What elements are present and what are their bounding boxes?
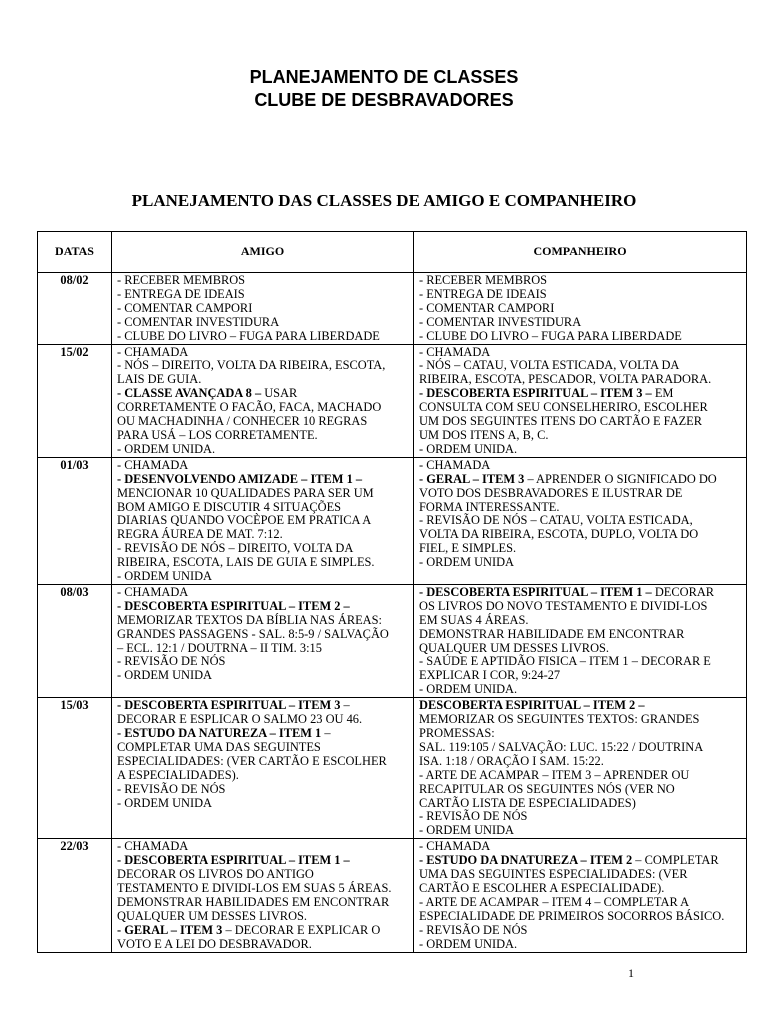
amigo-cell (112, 839, 414, 952)
amigo-line (117, 642, 408, 656)
table-row (38, 344, 747, 457)
amigo-line-text: DEMONSTRAR HABILIDADES EM ENCONTRAR (117, 894, 390, 909)
companheiro-line (419, 401, 741, 415)
companheiro-line-bold: - DESCOBERTA ESPIRITUAL – ITEM 1 – (419, 584, 652, 599)
amigo-line-bold: - ESTUDO DA NATUREZA – ITEM 1 (117, 726, 322, 740)
amigo-line (117, 429, 408, 443)
table-header-row (38, 232, 747, 273)
amigo-line-text: - REVISÃO DE NÓS – DIREITO, VOLTA DA (117, 541, 354, 556)
companheiro-line-text: - REVISÃO DE NÓS (419, 922, 528, 937)
amigo-line-text: – DECORAR E EXPLICAR O (222, 922, 381, 937)
companheiro-line (419, 699, 741, 713)
date-cell: 01/03 (38, 457, 112, 584)
amigo-line-text: LAIS DE GUIA. (117, 372, 202, 387)
amigo-line-text: DIARIAS QUANDO VOCÈPOE EM PRATICA A (117, 513, 372, 528)
amigo-line-text: RIBEIRA, ESCOTA, LAIS DE GUIA E SIMPLES. (117, 555, 375, 570)
companheiro-line-text: - ENTREGA DE IDEAIS (419, 286, 547, 301)
amigo-line-text: DECORAR OS LIVROS DO ANTIGO (117, 867, 314, 882)
amigo-line (117, 797, 408, 811)
amigo-line (117, 924, 408, 938)
amigo-line-bold: - DESCOBERTA ESPIRITUAL – ITEM 1 – (117, 853, 350, 868)
amigo-line-text: ESPECIALIDADES: (VER CARTÃO E ESCOLHER (117, 753, 387, 768)
amigo-line (117, 570, 408, 584)
companheiro-line-text: RECAPITULAR OS SEGUINTES NÓS (VER NO (419, 781, 675, 796)
amigo-cell (112, 584, 414, 697)
column-header-companheiro: COMPANHEIRO (414, 232, 747, 273)
companheiro-line-text: EM SUAS 4 ÁREAS. (419, 612, 529, 627)
date-cell: 15/02 (38, 344, 112, 457)
amigo-line (117, 302, 408, 316)
amigo-line (117, 556, 408, 570)
companheiro-line (419, 882, 741, 896)
companheiro-line (419, 824, 741, 838)
page-number: 1 (628, 966, 634, 980)
amigo-line (117, 487, 408, 501)
companheiro-line-text: CARTÃO E ESCOLHER A ESPECIALIDADE). (419, 880, 665, 895)
amigo-line (117, 938, 408, 952)
companheiro-line-text: PROMESSAS: (419, 726, 495, 740)
companheiro-line (419, 727, 741, 741)
amigo-line (117, 600, 408, 614)
amigo-line (117, 655, 408, 669)
amigo-line-bold: - GERAL – ITEM 3 (117, 922, 223, 937)
date-cell: 15/03 (38, 698, 112, 839)
amigo-line-text: – (321, 726, 331, 740)
amigo-line (117, 387, 408, 401)
amigo-line (117, 727, 408, 741)
companheiro-line-text: UM DOS ITENS A, B, C. (419, 427, 549, 442)
document-title-line-1: PLANEJAMENTO DE CLASSES (249, 67, 519, 87)
companheiro-line-text: - ORDEM UNIDA. (419, 441, 518, 456)
companheiro-line (419, 501, 741, 515)
companheiro-line-text: - CLUBE DO LIVRO – FUGA PARA LIBERDADE (419, 328, 682, 343)
companheiro-line (419, 487, 741, 501)
companheiro-line-text: CONSULTA COM SEU CONSELHERIRO, ESCOLHER (419, 400, 708, 415)
table-row (38, 698, 747, 839)
companheiro-line (419, 302, 741, 316)
companheiro-line-text: CARTÃO LISTA DE ESPECIALIDADES) (419, 795, 636, 810)
amigo-line (117, 401, 408, 415)
companheiro-line-text: - RECEBER MEMBROS (419, 273, 548, 287)
amigo-line-text: - COMENTAR INVESTIDURA (117, 314, 280, 329)
amigo-line-text: - REVISÃO DE NÓS (117, 781, 226, 796)
amigo-line-bold: - DESCOBERTA ESPIRITUAL – ITEM 2 – (117, 598, 350, 613)
amigo-line (117, 274, 408, 288)
amigo-line-text: - CHAMADA (117, 457, 189, 472)
amigo-line-bold: - DESCOBERTA ESPIRITUAL – ITEM 3 (117, 698, 341, 713)
companheiro-line-text: - CHAMADA (419, 457, 491, 472)
class-planning-table (37, 231, 747, 953)
amigo-line-text: - RECEBER MEMBROS (117, 273, 246, 287)
amigo-line-text: - REVISÃO DE NÓS (117, 654, 226, 669)
amigo-line-text: DECORAR E ESPLICAR O SALMO 23 OU 46. (117, 712, 363, 727)
amigo-line (117, 896, 408, 910)
amigo-line-text: - COMENTAR CAMPORI (117, 300, 253, 315)
amigo-line-text: – ECL. 12:1 / DOUTRNA – II TIM. 3:15 (117, 640, 322, 655)
companheiro-line-text: OS LIVROS DO NOVO TESTAMENTO E DIVIDI-LOS (419, 598, 708, 613)
amigo-line-text: - CHAMADA (117, 839, 189, 854)
companheiro-line-text: - COMENTAR INVESTIDURA (419, 314, 582, 329)
companheiro-line (419, 924, 741, 938)
companheiro-line-bold: - GERAL – ITEM 3 (419, 471, 525, 486)
amigo-line (117, 854, 408, 868)
companheiro-cell (414, 839, 747, 952)
amigo-line (117, 415, 408, 429)
amigo-line-text: GRANDES PASSAGENS - SAL. 8:5-9 / SALVAÇÃO (117, 626, 389, 641)
amigo-line-text: - ORDEM UNIDA (117, 569, 212, 584)
amigo-line-bold: - DESENVOLVENDO AMIZADE – ITEM 1 – (117, 471, 363, 486)
companheiro-line-text: – COMPLETAR (632, 853, 719, 868)
amigo-line-text: – (340, 698, 350, 713)
companheiro-line-text: - ORDEM UNIDA (419, 823, 514, 838)
amigo-line-text: - ORDEM UNIDA (117, 795, 212, 810)
companheiro-line (419, 600, 741, 614)
companheiro-line (419, 683, 741, 697)
amigo-line (117, 501, 408, 515)
companheiro-line-text: - ARTE DE ACAMPAR – ITEM 4 – COMPLETAR A (419, 894, 690, 909)
amigo-line-text: TESTAMENTO E DIVIDI-LOS EM SUAS 5 ÁREAS. (117, 880, 392, 895)
companheiro-line (419, 459, 741, 473)
companheiro-line (419, 669, 741, 683)
table-row (38, 273, 747, 345)
companheiro-line (419, 840, 741, 854)
companheiro-line (419, 346, 741, 360)
companheiro-line-text: - NÓS – CATAU, VOLTA ESTICADA, VOLTA DA (419, 358, 680, 373)
amigo-line-text: - CLUBE DO LIVRO – FUGA PARA LIBERDADE (117, 328, 380, 343)
amigo-line-text: COMPLETAR UMA DAS SEGUINTES (117, 739, 321, 754)
date-cell: 08/03 (38, 584, 112, 697)
table-row (38, 584, 747, 697)
amigo-cell (112, 344, 414, 457)
companheiro-line-bold: DESCOBERTA ESPIRITUAL – ITEM 2 – (419, 698, 645, 713)
companheiro-line (419, 614, 741, 628)
companheiro-line (419, 854, 741, 868)
companheiro-line (419, 528, 741, 542)
companheiro-line-text: UM DOS SEGUINTES ITENS DO CARTÃO E FAZER (419, 414, 702, 429)
amigo-line (117, 783, 408, 797)
companheiro-line-text: FIEL, E SIMPLES. (419, 541, 517, 556)
amigo-line-text: - CHAMADA (117, 344, 189, 359)
companheiro-line (419, 274, 741, 288)
companheiro-line-text: DECORAR (651, 584, 715, 599)
amigo-line-text: QUALQUER UM DESSES LIVROS. (117, 908, 308, 923)
companheiro-cell (414, 698, 747, 839)
amigo-line (117, 628, 408, 642)
amigo-line (117, 882, 408, 896)
companheiro-line-text: SAL. 119:105 / SALVAÇÃO: LUC. 15:22 / DOUTRINA (419, 739, 704, 754)
amigo-line-text: VOTO E A LEI DO DESBRAVADOR. (117, 936, 312, 951)
companheiro-line-text: - REVISÃO DE NÓS (419, 809, 528, 824)
companheiro-line-text: EM (651, 386, 674, 401)
companheiro-line-text: ISA. 1:18 / ORAÇÃO I SAM. 15:22. (419, 753, 604, 768)
companheiro-line (419, 896, 741, 910)
amigo-line-text: MENCIONAR 10 QUALIDADES PARA SER UM (117, 485, 374, 500)
amigo-line-text: REGRA ÁUREA DE MAT. 7:12. (117, 527, 283, 542)
companheiro-line (419, 556, 741, 570)
companheiro-line (419, 868, 741, 882)
companheiro-cell (414, 584, 747, 697)
amigo-line (117, 769, 408, 783)
amigo-line (117, 868, 408, 882)
companheiro-line (419, 810, 741, 824)
companheiro-line-text: FORMA INTERESSANTE. (419, 499, 560, 514)
companheiro-line-text: ESPECIALIDADE DE PRIMEIROS SOCORROS BÁSICO. (419, 908, 725, 923)
amigo-line (117, 699, 408, 713)
companheiro-line (419, 783, 741, 797)
companheiro-line (419, 741, 741, 755)
table-row (38, 457, 747, 584)
companheiro-line-text: - ORDEM UNIDA (419, 555, 514, 570)
amigo-line (117, 330, 408, 344)
amigo-line (117, 473, 408, 487)
companheiro-line-text: – APRENDER O SIGNIFICADO DO (524, 471, 717, 486)
companheiro-line (419, 797, 741, 811)
amigo-line-text: MEMORIZAR TEXTOS DA BÍBLIA NAS ÁREAS: (117, 612, 382, 627)
companheiro-line (419, 316, 741, 330)
amigo-cell (112, 457, 414, 584)
amigo-line-text: - ORDEM UNIDA. (117, 441, 216, 456)
amigo-line-text: CORRETAMENTE O FACÃO, FACA, MACHADO (117, 400, 382, 415)
amigo-line (117, 359, 408, 373)
companheiro-line (419, 359, 741, 373)
companheiro-line-bold: - DESCOBERTA ESPIRITUAL – ITEM 3 – (419, 386, 652, 401)
amigo-line (117, 316, 408, 330)
amigo-line (117, 614, 408, 628)
amigo-line (117, 346, 408, 360)
companheiro-line (419, 769, 741, 783)
companheiro-line-text: DEMONSTRAR HABILIDADE EM ENCONTRAR (419, 626, 685, 641)
companheiro-line (419, 387, 741, 401)
amigo-line (117, 443, 408, 457)
companheiro-line-text: VOLTA DA RIBEIRA, ESCOTA, DUPLO, VOLTA DO (419, 527, 699, 542)
amigo-line-bold: - CLASSE AVANÇADA 8 – (117, 386, 262, 401)
amigo-line-text: A ESPECIALIDADES). (117, 767, 239, 782)
amigo-line-text: - CHAMADA (117, 584, 189, 599)
companheiro-cell (414, 457, 747, 584)
companheiro-line-bold: - ESTUDO DA DNATUREZA – ITEM 2 (419, 853, 633, 868)
companheiro-line (419, 586, 741, 600)
companheiro-line-text: VOTO DOS DESBRAVADORES E ILUSTRAR DE (419, 485, 683, 500)
column-header-datas: DATAS (38, 232, 112, 273)
companheiro-line-text: QUALQUER UM DESSES LIVROS. (419, 640, 610, 655)
document-subtitle: PLANEJAMENTO DAS CLASSES DE AMIGO E COMPANHEIRO (131, 191, 637, 210)
companheiro-line-text: EXPLICAR I COR, 9:24-27 (419, 668, 561, 683)
companheiro-line (419, 910, 741, 924)
companheiro-cell (414, 273, 747, 345)
companheiro-line (419, 288, 741, 302)
companheiro-cell (414, 344, 747, 457)
date-cell: 22/03 (38, 839, 112, 952)
column-header-amigo: AMIGO (112, 232, 414, 273)
amigo-line-text: PARA USÁ – LOS CORRETAMENTE. (117, 427, 318, 442)
amigo-line (117, 840, 408, 854)
amigo-line (117, 669, 408, 683)
companheiro-line (419, 938, 741, 952)
amigo-cell (112, 273, 414, 345)
companheiro-line (419, 628, 741, 642)
document-title-line-2: CLUBE DE DESBRAVADORES (254, 90, 514, 110)
companheiro-line-text: UMA DAS SEGUINTES ESPECIALIDADES: (VER (419, 867, 688, 882)
amigo-line-text: USAR (261, 386, 298, 401)
companheiro-line (419, 373, 741, 387)
companheiro-line-text: - COMENTAR CAMPORI (419, 300, 555, 315)
amigo-line (117, 755, 408, 769)
companheiro-line-text: - ARTE DE ACAMPAR – ITEM 3 – APRENDER OU (419, 767, 690, 782)
companheiro-line (419, 542, 741, 556)
companheiro-line (419, 755, 741, 769)
amigo-line-text: - ENTREGA DE IDEAIS (117, 286, 245, 301)
amigo-cell (112, 698, 414, 839)
companheiro-line-text: RIBEIRA, ESCOTA, PESCADOR, VOLTA PARADORA. (419, 372, 712, 387)
amigo-line (117, 542, 408, 556)
amigo-line-text: OU MACHADINHA / CONHECER 10 REGRAS (117, 414, 368, 429)
amigo-line (117, 528, 408, 542)
amigo-line (117, 514, 408, 528)
companheiro-line (419, 330, 741, 344)
amigo-line (117, 373, 408, 387)
amigo-line-text: - ORDEM UNIDA (117, 668, 212, 683)
amigo-line (117, 713, 408, 727)
companheiro-line (419, 713, 741, 727)
table-row (38, 839, 747, 952)
amigo-line-text: BOM AMIGO E DISCUTIR 4 SITUAÇÕES (117, 499, 342, 514)
companheiro-line (419, 655, 741, 669)
amigo-line (117, 910, 408, 924)
companheiro-line-text: MEMORIZAR OS SEGUINTES TEXTOS: GRANDES (419, 712, 700, 727)
companheiro-line (419, 443, 741, 457)
amigo-line (117, 288, 408, 302)
companheiro-line (419, 415, 741, 429)
companheiro-line-text: - CHAMADA (419, 839, 491, 854)
companheiro-line-text: - ORDEM UNIDA. (419, 682, 518, 697)
amigo-line-text: - NÓS – DIREITO, VOLTA DA RIBEIRA, ESCOTA, (117, 358, 386, 373)
companheiro-line-text: - SAÚDE E APTIDÃO FISICA – ITEM 1 – DECORAR E (419, 654, 711, 669)
companheiro-line (419, 642, 741, 656)
date-cell: 08/02 (38, 273, 112, 345)
amigo-line (117, 741, 408, 755)
companheiro-line-text: - CHAMADA (419, 344, 491, 359)
companheiro-line-text: - ORDEM UNIDA. (419, 936, 518, 951)
companheiro-line (419, 514, 741, 528)
companheiro-line-text: - REVISÃO DE NÓS – CATAU, VOLTA ESTICADA, (419, 513, 693, 528)
companheiro-line (419, 429, 741, 443)
amigo-line (117, 586, 408, 600)
companheiro-line (419, 473, 741, 487)
amigo-line (117, 459, 408, 473)
